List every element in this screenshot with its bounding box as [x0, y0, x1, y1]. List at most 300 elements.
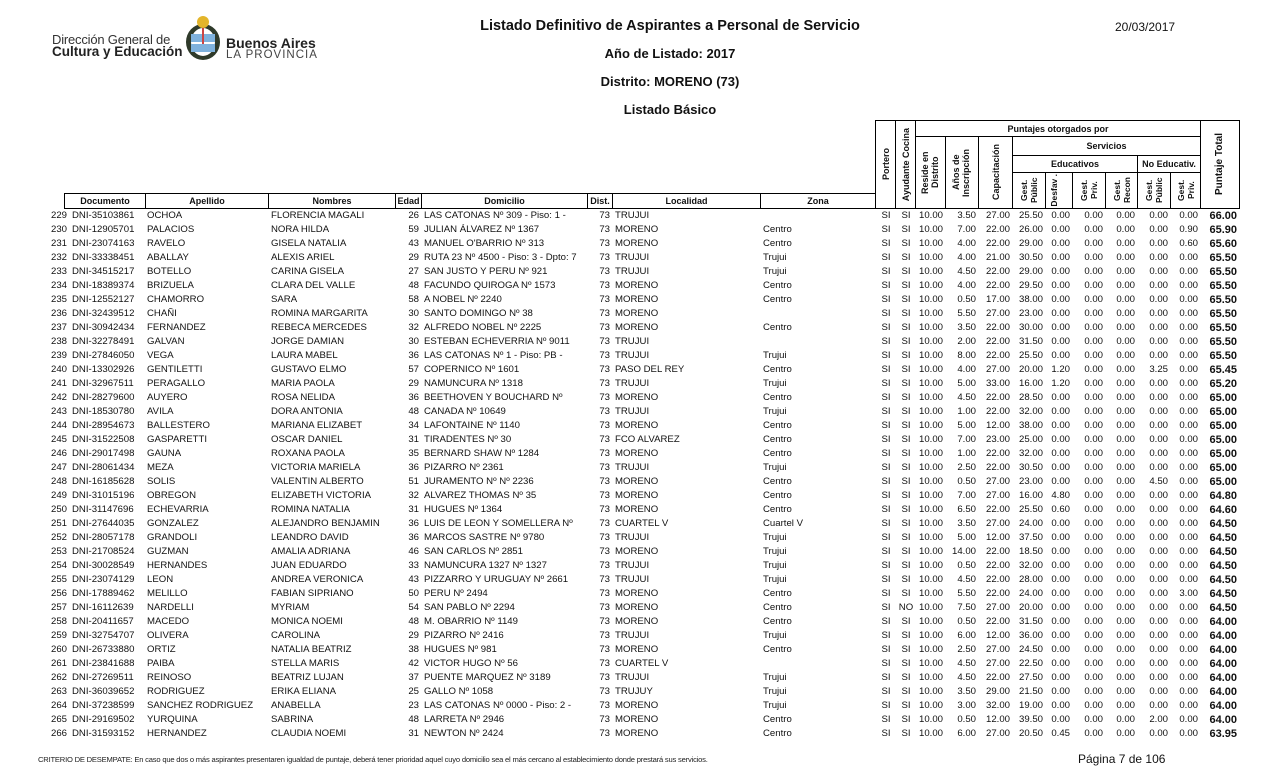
cell-capacitacion: 27.00 [985, 308, 1010, 319]
cell-ne-gest-public: 3.25 [1149, 364, 1168, 375]
cell-gest-public: 26.00 [1018, 224, 1043, 235]
cell-desfav: 0.00 [1051, 350, 1070, 361]
cell-row-number: 240 [50, 364, 67, 375]
cell-row-number: 248 [50, 476, 67, 487]
cell-anios-inscripcion: 4.50 [957, 672, 976, 683]
cell-apellido: PERAGALLO [147, 378, 206, 389]
cell-anios-inscripcion: 5.50 [957, 588, 976, 599]
cell-edad: 48 [408, 280, 419, 291]
cell-desfav: 0.00 [1051, 252, 1070, 263]
cell-gest-priv: 0.00 [1084, 462, 1103, 473]
cell-desfav: 0.00 [1051, 434, 1070, 445]
cell-ayudante-cocina: SI [901, 434, 911, 445]
cell-gest-recon: 0.00 [1116, 546, 1135, 557]
cell-dist: 73 [599, 266, 610, 277]
cell-domicilio: COPERNICO Nº 1601 [424, 364, 520, 375]
cell-nombres: ERIKA ELIANA [271, 686, 337, 697]
cell-reside-distrito: 10.00 [918, 714, 943, 725]
cell-documento: DNI-17889462 [72, 588, 135, 599]
cell-puntaje-total: 65.00 [1209, 392, 1237, 404]
cell-anios-inscripcion: 1.00 [957, 406, 976, 417]
cell-puntaje-total: 64.50 [1209, 560, 1237, 572]
cell-portero: SI [881, 462, 891, 473]
cell-apellido: OLIVERA [147, 630, 189, 641]
report-date: 20/03/2017 [1115, 20, 1176, 34]
cell-row-number: 237 [50, 322, 67, 333]
cell-zona: Trujui [763, 686, 787, 697]
cell-localidad: MORENO [615, 392, 659, 403]
cell-documento: DNI-28061434 [72, 462, 135, 473]
cell-ne-gest-public: 0.00 [1149, 210, 1168, 221]
table-row [42, 517, 1241, 531]
header-desfav-label: Desfav . [1049, 174, 1059, 207]
cell-desfav: 0.00 [1051, 224, 1070, 235]
cell-domicilio: HUGUES Nº 1364 [424, 504, 503, 515]
cell-ayudante-cocina: SI [901, 672, 911, 683]
cell-reside-distrito: 10.00 [918, 476, 943, 487]
cell-zona: Centro [763, 434, 792, 445]
cell-nombres: ANABELLA [271, 700, 321, 711]
cell-ne-gest-priv: 0.00 [1179, 630, 1198, 641]
cell-anios-inscripcion: 4.00 [957, 238, 976, 249]
cell-ne-gest-public: 0.00 [1149, 238, 1168, 249]
cell-domicilio: MARCOS SASTRE Nº 9780 [424, 532, 545, 543]
cell-portero: SI [881, 714, 891, 725]
cell-desfav: 0.00 [1051, 602, 1070, 613]
cell-edad: 50 [408, 588, 419, 599]
cell-row-number: 254 [50, 560, 67, 571]
cell-ne-gest-priv: 0.00 [1179, 420, 1198, 431]
logo-line2: Cultura y Educación [52, 44, 183, 59]
cell-apellido: YURQUINA [147, 714, 198, 725]
cell-ayudante-cocina: SI [901, 462, 911, 473]
cell-localidad: MORENO [615, 420, 659, 431]
cell-documento: DNI-30942434 [72, 322, 135, 333]
cell-gest-priv: 0.00 [1084, 364, 1103, 375]
header-ayudante-label: Ayudante Cocina [900, 127, 911, 202]
cell-ne-gest-priv: 0.00 [1179, 686, 1198, 697]
cell-portero: SI [881, 238, 891, 249]
cell-ayudante-cocina: SI [901, 476, 911, 487]
cell-desfav: 0.00 [1051, 700, 1070, 711]
cell-reside-distrito: 10.00 [918, 504, 943, 515]
cell-ne-gest-priv: 0.00 [1179, 378, 1198, 389]
cell-ne-gest-priv: 0.00 [1179, 308, 1198, 319]
cell-gest-public: 29.50 [1018, 280, 1043, 291]
cell-reside-distrito: 10.00 [918, 602, 943, 613]
cell-domicilio: MANUEL O'BARRIO Nº 313 [424, 238, 545, 249]
cell-reside-distrito: 10.00 [918, 364, 943, 375]
cell-documento: DNI-37238599 [72, 700, 135, 711]
cell-row-number: 245 [50, 434, 67, 445]
cell-gest-public: 19.00 [1018, 700, 1043, 711]
cell-documento: DNI-28057178 [72, 532, 135, 543]
cell-edad: 29 [408, 630, 419, 641]
cell-gest-public: 23.00 [1018, 476, 1043, 487]
cell-desfav: 0.00 [1051, 630, 1070, 641]
logo-brand: Buenos Aires [226, 35, 316, 51]
cell-domicilio: LAS CATONAS Nº 0000 - Piso: 2 - [424, 700, 572, 711]
cell-ne-gest-public: 0.00 [1149, 462, 1168, 473]
cell-capacitacion: 33.00 [985, 378, 1010, 389]
header-ne-gest-priv [1170, 172, 1201, 209]
cell-domicilio: PUENTE MARQUEZ Nº 3189 [424, 672, 551, 683]
cell-puntaje-total: 65.00 [1209, 434, 1237, 446]
cell-desfav: 0.00 [1051, 210, 1070, 221]
cell-gest-recon: 0.00 [1116, 728, 1135, 739]
cell-zona: Trujui [763, 462, 787, 473]
cell-localidad: MORENO [615, 700, 659, 711]
cell-gest-public: 39.50 [1018, 714, 1043, 725]
cell-reside-distrito: 10.00 [918, 266, 943, 277]
cell-localidad: MORENO [615, 476, 659, 487]
cell-row-number: 252 [50, 532, 67, 543]
cell-desfav: 0.00 [1051, 644, 1070, 655]
cell-documento: DNI-12552127 [72, 294, 135, 305]
cell-reside-distrito: 10.00 [918, 210, 943, 221]
cell-documento: DNI-31522508 [72, 434, 135, 445]
cell-row-number: 238 [50, 336, 67, 347]
cell-row-number: 247 [50, 462, 67, 473]
cell-localidad: MORENO [615, 616, 659, 627]
cell-edad: 36 [408, 532, 419, 543]
header-gest-public-label: Gest. Públic [1019, 177, 1039, 204]
cell-ne-gest-public: 0.00 [1149, 224, 1168, 235]
cell-dist: 73 [599, 518, 610, 529]
cell-gest-public: 27.50 [1018, 672, 1043, 683]
cell-documento: DNI-18530780 [72, 406, 135, 417]
cell-gest-priv: 0.00 [1084, 504, 1103, 515]
cell-capacitacion: 27.00 [985, 364, 1010, 375]
cell-portero: SI [881, 490, 891, 501]
header-gest-recon [1105, 172, 1138, 209]
header-servicios: Servicios [1012, 136, 1201, 156]
header-localidad: Localidad [612, 193, 761, 209]
cell-portero: SI [881, 658, 891, 669]
cell-nombres: CARINA GISELA [271, 266, 345, 277]
cell-puntaje-total: 64.00 [1209, 616, 1237, 628]
cell-ayudante-cocina: SI [901, 560, 911, 571]
cell-puntaje-total: 64.00 [1209, 672, 1237, 684]
cell-portero: SI [881, 532, 891, 543]
header-portero-label: Portero [880, 148, 891, 181]
cell-zona: Cuartel V [763, 518, 803, 529]
cell-ne-gest-priv: 0.00 [1179, 728, 1198, 739]
cell-capacitacion: 27.00 [985, 210, 1010, 221]
cell-capacitacion: 22.00 [985, 672, 1010, 683]
cell-localidad: MORENO [615, 588, 659, 599]
cell-edad: 31 [408, 434, 419, 445]
cell-gest-recon: 0.00 [1116, 630, 1135, 641]
table-row [42, 391, 1241, 405]
cell-desfav: 4.80 [1051, 490, 1070, 501]
cell-ne-gest-public: 4.50 [1149, 476, 1168, 487]
cell-reside-distrito: 10.00 [918, 490, 943, 501]
cell-desfav: 0.00 [1051, 308, 1070, 319]
cell-apellido: GASPARETTI [147, 434, 208, 445]
cell-documento: DNI-12905701 [72, 224, 135, 235]
cell-gest-recon: 0.00 [1116, 336, 1135, 347]
cell-capacitacion: 22.00 [985, 588, 1010, 599]
table-body [42, 209, 1241, 741]
cell-row-number: 233 [50, 266, 67, 277]
cell-ayudante-cocina: SI [901, 588, 911, 599]
cell-edad: 48 [408, 714, 419, 725]
cell-ayudante-cocina: SI [901, 350, 911, 361]
cell-portero: SI [881, 630, 891, 641]
cell-capacitacion: 32.00 [985, 700, 1010, 711]
cell-documento: DNI-31147696 [72, 504, 134, 515]
cell-edad: 32 [408, 490, 419, 501]
cell-row-number: 236 [50, 308, 67, 319]
cell-gest-priv: 0.00 [1084, 238, 1103, 249]
cell-localidad: MORENO [615, 504, 659, 515]
cell-apellido: BRIZUELA [147, 280, 194, 291]
cell-desfav: 0.00 [1051, 588, 1070, 599]
cell-edad: 43 [408, 238, 419, 249]
cell-ayudante-cocina: SI [901, 252, 911, 263]
cell-desfav: 0.00 [1051, 560, 1070, 571]
cell-zona: Centro [763, 504, 792, 515]
cell-edad: 42 [408, 658, 419, 669]
cell-portero: SI [881, 308, 891, 319]
cell-gest-priv: 0.00 [1084, 322, 1103, 333]
cell-reside-distrito: 10.00 [918, 336, 943, 347]
cell-capacitacion: 23.00 [985, 434, 1010, 445]
header-gest-public [1012, 172, 1046, 209]
header-capacitacion-label: Capacitación [990, 144, 1001, 201]
cell-desfav: 0.00 [1051, 574, 1070, 585]
cell-localidad: FCO ALVAREZ [615, 434, 680, 445]
cell-zona: Trujui [763, 266, 787, 277]
cell-dist: 73 [599, 336, 610, 347]
cell-dist: 73 [599, 448, 610, 459]
cell-anios-inscripcion: 7.00 [957, 490, 976, 501]
cell-domicilio: TIRADENTES Nº 30 [424, 434, 512, 445]
cell-dist: 73 [599, 588, 610, 599]
cell-ne-gest-public: 0.00 [1149, 602, 1168, 613]
cell-edad: 29 [408, 378, 419, 389]
cell-ne-gest-priv: 0.00 [1179, 518, 1198, 529]
cell-portero: SI [881, 616, 891, 627]
table-row [42, 349, 1241, 363]
cell-anios-inscripcion: 2.50 [957, 644, 976, 655]
cell-anios-inscripcion: 3.50 [957, 322, 976, 333]
cell-localidad: TRUJUI [615, 462, 650, 473]
cell-domicilio: JURAMENTO Nº Nº 2236 [424, 476, 534, 487]
cell-zona: Centro [763, 602, 792, 613]
cell-ayudante-cocina: SI [901, 406, 911, 417]
cell-apellido: RAVELO [147, 238, 186, 249]
cell-edad: 43 [408, 574, 419, 585]
cell-ne-gest-public: 0.00 [1149, 504, 1168, 515]
cell-ne-gest-public: 0.00 [1149, 252, 1168, 263]
cell-desfav: 0.00 [1051, 392, 1070, 403]
cell-localidad: TRUJUI [615, 210, 650, 221]
cell-ayudante-cocina: SI [901, 518, 911, 529]
cell-ne-gest-priv: 0.00 [1179, 322, 1198, 333]
cell-gest-recon: 0.00 [1116, 238, 1135, 249]
table-row [42, 251, 1241, 265]
cell-gest-priv: 0.00 [1084, 266, 1103, 277]
cell-nombres: ALEJANDRO BENJAMIN [271, 518, 380, 529]
page-number: Página 7 de 106 [1078, 752, 1166, 766]
cell-gest-priv: 0.00 [1084, 728, 1103, 739]
cell-gest-priv: 0.00 [1084, 308, 1103, 319]
cell-edad: 32 [408, 322, 419, 333]
cell-portero: SI [881, 476, 891, 487]
cell-gest-recon: 0.00 [1116, 602, 1135, 613]
cell-dist: 73 [599, 308, 610, 319]
table-row [42, 699, 1241, 713]
cell-ne-gest-priv: 0.00 [1179, 294, 1198, 305]
cell-ne-gest-priv: 0.00 [1179, 546, 1198, 557]
cell-portero: SI [881, 378, 891, 389]
cell-gest-priv: 0.00 [1084, 532, 1103, 543]
logo-brand-sub: LA PROVINCIA [226, 49, 318, 61]
cell-dist: 73 [599, 224, 610, 235]
list-year: Año de Listado: 2017 [604, 46, 736, 61]
cell-nombres: ALEXIS ARIEL [271, 252, 335, 263]
cell-localidad: CUARTEL V [615, 658, 669, 669]
cell-gest-recon: 0.00 [1116, 518, 1135, 529]
cell-apellido: MELILLO [147, 588, 188, 599]
header-reside [915, 136, 946, 209]
cell-gest-recon: 0.00 [1116, 686, 1135, 697]
cell-domicilio: LARRETA Nº 2946 [424, 714, 505, 725]
header-puntajes: Puntajes otorgados por [915, 120, 1201, 137]
table-row [42, 475, 1241, 489]
cell-domicilio: LAS CATONAS Nº 1 - Piso: PB - [424, 350, 563, 361]
cell-reside-distrito: 10.00 [918, 462, 943, 473]
cell-documento: DNI-31015196 [72, 490, 135, 501]
cell-desfav: 0.00 [1051, 266, 1070, 277]
cell-dist: 73 [599, 700, 610, 711]
cell-ne-gest-priv: 0.00 [1179, 266, 1198, 277]
cell-ayudante-cocina: SI [901, 714, 911, 725]
cell-reside-distrito: 10.00 [918, 350, 943, 361]
cell-gest-priv: 0.00 [1084, 602, 1103, 613]
cell-capacitacion: 22.00 [985, 238, 1010, 249]
cell-zona [761, 307, 876, 321]
cell-anios-inscripcion: 6.50 [957, 504, 976, 515]
cell-apellido: GAUNA [147, 448, 182, 459]
cell-ne-gest-public: 2.00 [1149, 714, 1168, 725]
table-row [42, 223, 1241, 237]
cell-gest-priv: 0.00 [1084, 490, 1103, 501]
cell-capacitacion: 22.00 [985, 266, 1010, 277]
cell-capacitacion: 22.00 [985, 224, 1010, 235]
cell-capacitacion: 27.00 [985, 490, 1010, 501]
cell-apellido: CHAMORRO [147, 294, 205, 305]
cell-edad: 59 [408, 224, 419, 235]
cell-documento: DNI-28279600 [72, 392, 135, 403]
table-row [42, 293, 1241, 307]
cell-dist: 73 [599, 378, 610, 389]
cell-anios-inscripcion: 0.50 [957, 294, 976, 305]
cell-portero: SI [881, 364, 891, 375]
cell-zona: Centro [763, 364, 792, 375]
cell-gest-recon: 0.00 [1116, 476, 1135, 487]
cell-apellido: AUYERO [147, 392, 188, 403]
cell-anios-inscripcion: 4.50 [957, 266, 976, 277]
cell-gest-priv: 0.00 [1084, 714, 1103, 725]
cell-dist: 73 [599, 504, 610, 515]
cell-desfav: 0.00 [1051, 322, 1070, 333]
cell-nombres: LAURA MABEL [271, 350, 338, 361]
cell-gest-recon: 0.00 [1116, 280, 1135, 291]
cell-zona: Trujui [763, 252, 787, 263]
table-row [42, 321, 1241, 335]
cell-edad: 26 [408, 210, 419, 221]
cell-nombres: ROMINA MARGARITA [271, 308, 368, 319]
cell-gest-priv: 0.00 [1084, 252, 1103, 263]
cell-capacitacion: 27.00 [985, 476, 1010, 487]
cell-gest-recon: 0.00 [1116, 658, 1135, 669]
cell-nombres: MYRIAM [271, 602, 310, 613]
cell-zona: Centro [763, 392, 792, 403]
cell-anios-inscripcion: 3.50 [957, 686, 976, 697]
cell-gest-priv: 0.00 [1084, 616, 1103, 627]
cell-row-number: 229 [50, 210, 67, 221]
header-zona: Zona [760, 193, 876, 209]
cell-reside-distrito: 10.00 [918, 644, 943, 655]
logo-line1: Dirección General de [52, 32, 171, 47]
cell-gest-priv: 0.00 [1084, 350, 1103, 361]
cell-domicilio: ESTEBAN ECHEVERRIA Nº 9011 [424, 336, 570, 347]
cell-localidad: MORENO [615, 546, 659, 557]
cell-row-number: 232 [50, 252, 67, 263]
table-row [42, 209, 1241, 223]
cell-zona: Trujui [763, 560, 787, 571]
cell-edad: 23 [408, 700, 419, 711]
cell-puntaje-total: 65.60 [1209, 238, 1237, 250]
cell-gest-priv: 0.00 [1084, 700, 1103, 711]
cell-desfav: 1.20 [1051, 364, 1070, 375]
cell-gest-public: 38.00 [1018, 294, 1043, 305]
cell-zona [761, 657, 876, 671]
cell-row-number: 261 [50, 658, 67, 669]
cell-ayudante-cocina: SI [901, 280, 911, 291]
cell-anios-inscripcion: 7.50 [957, 602, 976, 613]
cell-portero: SI [881, 224, 891, 235]
cell-zona: Trujui [763, 700, 787, 711]
cell-anios-inscripcion: 5.00 [957, 420, 976, 431]
cell-domicilio: M. OBARRIO Nº 1149 [424, 616, 518, 627]
cell-anios-inscripcion: 3.00 [957, 700, 976, 711]
cell-documento: DNI-27269511 [72, 672, 134, 683]
cell-dist: 73 [599, 350, 610, 361]
cell-nombres: VICTORIA MARIELA [271, 462, 361, 473]
cell-domicilio: A NOBEL Nº 2240 [424, 294, 502, 305]
cell-gest-public: 30.00 [1018, 322, 1043, 333]
cell-apellido: ABALLAY [147, 252, 189, 263]
cell-desfav: 1.20 [1051, 378, 1070, 389]
cell-dist: 73 [599, 644, 610, 655]
cell-gest-public: 28.50 [1018, 392, 1043, 403]
cell-localidad: TRUJUI [615, 350, 650, 361]
cell-gest-recon: 0.00 [1116, 700, 1135, 711]
cell-apellido: CHAÑI [147, 308, 177, 319]
cell-puntaje-total: 65.00 [1209, 406, 1237, 418]
cell-ayudante-cocina: SI [901, 308, 911, 319]
cell-edad: 29 [408, 252, 419, 263]
cell-apellido: HERNANDEZ [147, 728, 207, 739]
cell-gest-recon: 0.00 [1116, 560, 1135, 571]
cell-nombres: VALENTIN ALBERTO [271, 476, 364, 487]
table-row [42, 545, 1241, 559]
cell-edad: 25 [408, 686, 419, 697]
